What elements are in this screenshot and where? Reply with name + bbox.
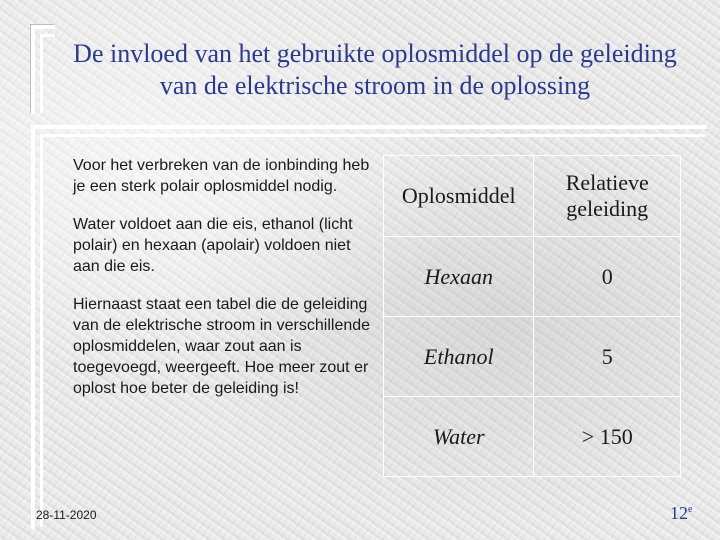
cell-solvent: Hexaan	[384, 237, 534, 317]
cell-solvent: Ethanol	[384, 317, 534, 397]
paragraph-1: Voor het verbreken van de ionbinding heb je een sterk polair oplosmiddel nodig.	[73, 157, 370, 195]
table-row	[384, 397, 681, 477]
cell-conductivity: 5	[534, 317, 681, 397]
cell-conductivity: 0	[534, 237, 681, 317]
page-number	[670, 503, 692, 524]
footer-date: 28-11-2020	[36, 508, 97, 522]
header-relative-conductivity: Relatieve geleiding	[534, 156, 681, 237]
table-row	[384, 237, 681, 317]
page-number-suffix: e	[688, 504, 693, 515]
page-number-value: 12	[670, 503, 688, 523]
body-text	[73, 155, 373, 416]
paragraph-3: Hiernaast staat een tabel die de geleiding van de elektrische stroom in verschillende oplosmiddelen, waar zout aan is toegevoegd, weergeeft. Hoe meer zout er oplost hoe beter de geleiding is!	[73, 296, 371, 397]
title-bracket-inner-decoration	[40, 34, 55, 113]
table-row	[384, 317, 681, 397]
header-solvent: Oplosmiddel	[384, 156, 534, 237]
paragraph-2: Water voldoet aan die eis, ethanol (licht polair) en hexaan (apolair) voldoen niet aan die eis.	[73, 216, 353, 275]
cell-solvent: Water	[384, 397, 534, 477]
slide-title: De invloed van het gebruikte oplosmiddel op de geleiding van de elektrische stroom in de oplossing	[73, 39, 677, 100]
table-header-row	[384, 156, 681, 237]
conductivity-table	[383, 155, 681, 477]
cell-conductivity: > 150	[534, 397, 681, 477]
